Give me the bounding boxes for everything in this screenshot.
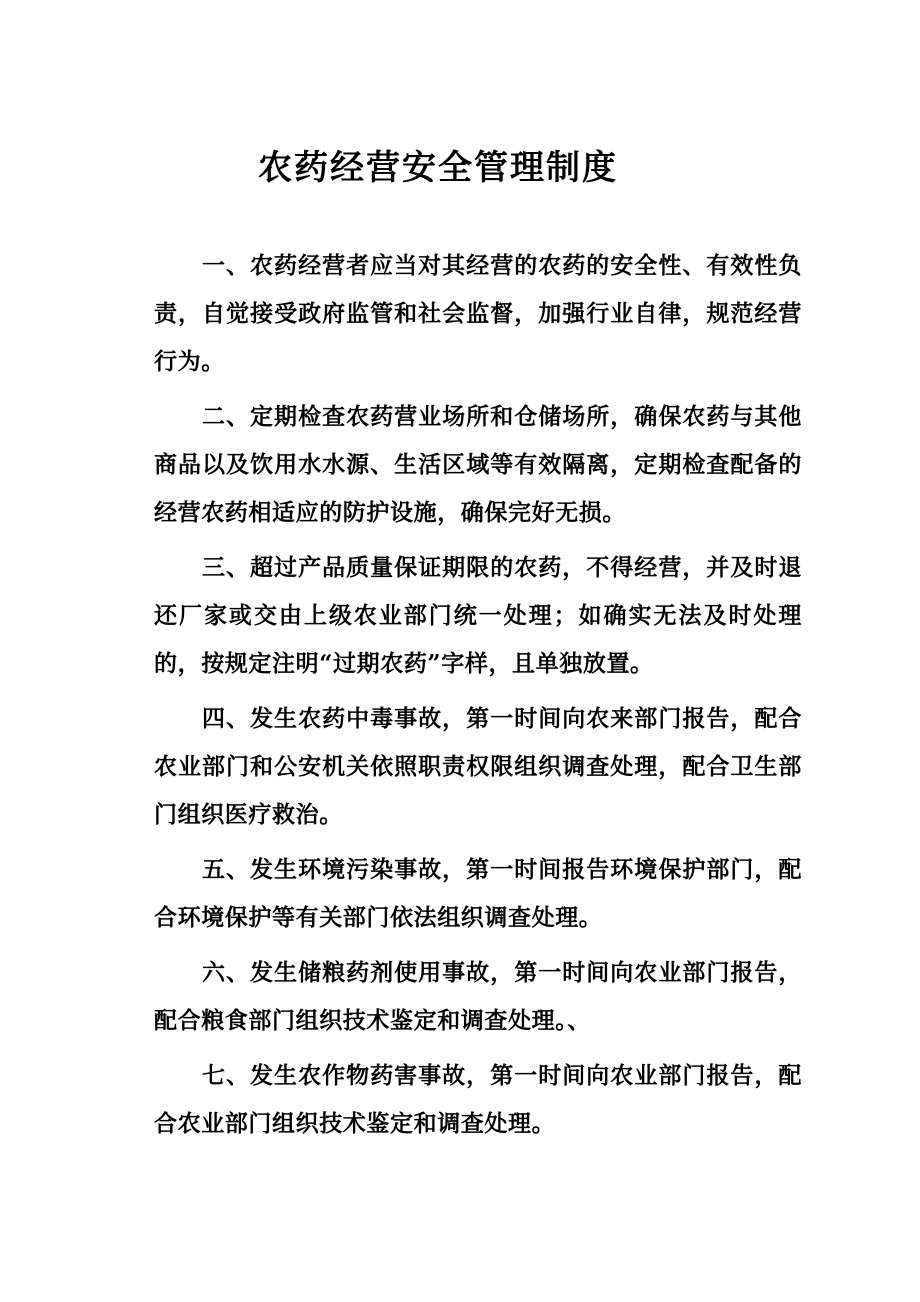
clause-4: 四、发生农药中毒事故，第一时间向农来部门报告，配合农业部门和公安机关依照职责权限组织调查处理，配合卫生部门组织医疗救治。 [154, 705, 802, 828]
document-title: 农药经营安全管理制度 [258, 148, 618, 188]
clause-7: 七、发生农作物药害事故，第一时间向农业部门报告，配合农业部门组织技术鉴定和调查处理。 [154, 1062, 802, 1137]
clause-2: 二、定期检查农药营业场所和仓储场所，确保农药与其他 商品以及饮用水水源、生活区域等有效隔离，定期检查配备的经营农药相适应的防护设施，确保完好无损。 [154, 403, 802, 526]
document-body [154, 242, 802, 1155]
clause-3: 三、超过产品质量保证期限的农药，不得经营，并及时退还厂家或交由上级农业部门统一处理；如确实无法及时处理的，按规定注明“过期农药”字样，且单独放置。 [154, 554, 802, 677]
clause-6: 六、发生储粮药剂使用事故，第一时间向农业部门报告，配合粮食部门组织技术鉴定和调查处理。、 [154, 959, 802, 1034]
clause-5: 五、发生环境污染事故，第一时间报告环境保护部门，配合环境保护等有关部门依法组织调查处理。 [154, 856, 802, 931]
clause-1: 一、农药经营者应当对其经营的农药的安全性、有效性负责，自觉接受政府监管和社会监督，加强行业自律，规范经营行为。 [154, 252, 802, 375]
